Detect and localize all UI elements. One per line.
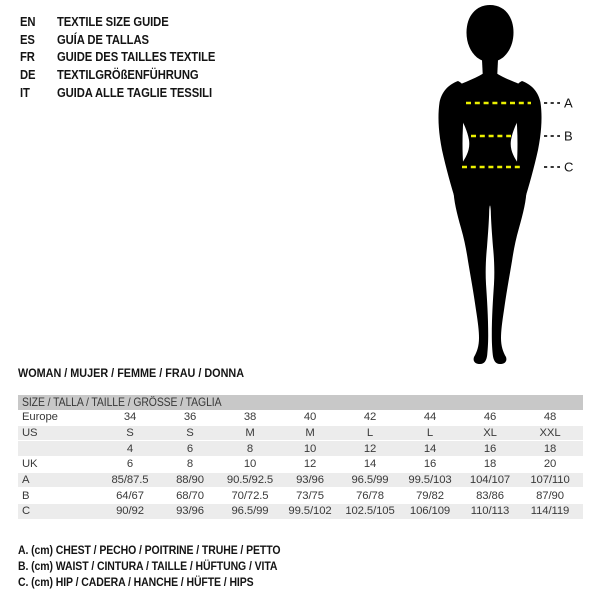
size-cell: 110/113 xyxy=(470,505,510,518)
size-cell: 96.5/99 xyxy=(231,505,269,518)
language-guide xyxy=(20,13,215,101)
language-label: TEXTILE SIZE GUIDE xyxy=(56,14,169,30)
size-cell: L xyxy=(426,427,434,440)
table-row-chest xyxy=(18,473,583,489)
size-cell: 99.5/102 xyxy=(288,505,332,518)
size-cell: 79/82 xyxy=(416,489,444,502)
size-cell: 85/87.5 xyxy=(111,474,149,487)
measurement-legend xyxy=(18,542,280,590)
language-code: IT xyxy=(20,84,30,100)
size-cell: M xyxy=(305,427,315,440)
size-cell: 70/72.5 xyxy=(231,489,269,502)
measure-label-b: B xyxy=(564,128,573,144)
size-cell: 64/67 xyxy=(116,489,144,502)
language-row-fr xyxy=(20,48,215,66)
size-cell: 44 xyxy=(423,411,437,424)
legend-line-waist: B. (cm) WAIST / CINTURA / TAILLE / HÜFTUNG / VITA xyxy=(18,559,278,574)
size-cell: S xyxy=(186,427,194,440)
language-code: FR xyxy=(20,49,35,65)
language-row-en xyxy=(20,13,215,31)
measure-label-a: A xyxy=(564,95,573,111)
row-label: Europe xyxy=(22,411,58,424)
size-cell: 83/86 xyxy=(476,489,504,502)
legend-line-chest: A. (cm) CHEST / PECHO / POITRINE / TRUHE / PETTO xyxy=(18,543,281,558)
size-cell: 12 xyxy=(363,442,377,455)
size-cell: 96.5/99 xyxy=(351,474,389,487)
size-cell: 4 xyxy=(126,442,134,455)
size-cell: L xyxy=(366,427,374,440)
size-cell: 73/75 xyxy=(296,489,324,502)
size-cell: 40 xyxy=(303,411,317,424)
language-code: ES xyxy=(20,31,35,47)
size-cell: 14 xyxy=(423,442,437,455)
table-header xyxy=(18,395,583,410)
legend-line-hip: C. (cm) HIP / CADERA / HANCHE / HÜFTE / HIPS xyxy=(18,575,254,590)
size-cell: 90/92 xyxy=(116,505,144,518)
size-cell: 114/119 xyxy=(530,505,570,518)
size-cell: 8 xyxy=(246,442,254,455)
size-cell: 48 xyxy=(543,411,557,424)
size-cell: 10 xyxy=(303,442,317,455)
size-cell: XL xyxy=(483,427,497,440)
row-label: UK xyxy=(22,458,38,471)
language-label: GUÍA DE TALLAS xyxy=(56,31,149,47)
size-cell: 16 xyxy=(483,442,497,455)
table-row-us-numeric xyxy=(18,441,583,457)
row-label: C xyxy=(22,505,31,518)
size-cell: 87/90 xyxy=(536,489,564,502)
size-cell: 14 xyxy=(363,458,377,471)
size-cell: M xyxy=(245,427,255,440)
size-cell: 36 xyxy=(183,411,197,424)
size-cell: 10 xyxy=(243,458,257,471)
language-label: GUIDE DES TAILLES TEXTILE xyxy=(56,49,216,65)
table-row-waist xyxy=(18,488,583,504)
size-cell: 104/107 xyxy=(469,474,511,487)
measurement-figure xyxy=(400,0,580,370)
size-cell: 107/110 xyxy=(530,474,570,487)
size-cell: 8 xyxy=(186,458,194,471)
row-label: A xyxy=(22,474,30,487)
size-cell: 16 xyxy=(423,458,437,471)
size-cell: 38 xyxy=(243,411,257,424)
language-code: EN xyxy=(20,14,36,30)
size-cell: 102.5/105 xyxy=(345,505,395,518)
size-cell: 93/96 xyxy=(296,474,324,487)
size-cell: 88/90 xyxy=(176,474,204,487)
size-cell: 90.5/92.5 xyxy=(226,474,274,487)
size-cell: 93/96 xyxy=(176,505,204,518)
size-cell: 6 xyxy=(126,458,134,471)
row-label xyxy=(18,441,100,456)
size-cell: 99.5/103 xyxy=(408,474,452,487)
size-cell: 6 xyxy=(186,442,194,455)
size-cell: 34 xyxy=(123,411,137,424)
size-cell: 46 xyxy=(483,411,497,424)
size-cell: 18 xyxy=(483,458,497,471)
woman-silhouette-svg xyxy=(400,0,580,370)
language-code: DE xyxy=(20,67,36,83)
size-cell: XXL xyxy=(539,427,561,440)
section-title: WOMAN / MUJER / FEMME / FRAU / DONNA xyxy=(18,366,245,380)
table-row-us xyxy=(18,426,583,442)
size-cell: 18 xyxy=(543,442,557,455)
size-cell: S xyxy=(126,427,134,440)
row-label: US xyxy=(22,427,38,440)
table-row-hip xyxy=(18,504,583,520)
language-label: TEXTILGRÖßENFÜHRUNG xyxy=(56,67,199,83)
measure-label-c: C xyxy=(564,159,574,175)
size-cell: 42 xyxy=(363,411,377,424)
language-label: GUIDA ALLE TAGLIE TESSILI xyxy=(56,84,213,100)
language-row-es xyxy=(20,31,215,49)
size-cell: 106/109 xyxy=(409,505,451,518)
table-header-label: SIZE / TALLA / TAILLE / GRÖSSE / TAGLIA xyxy=(22,396,222,409)
size-cell: 20 xyxy=(543,458,557,471)
language-row-it xyxy=(20,83,215,101)
size-table xyxy=(18,395,583,520)
table-row-uk xyxy=(18,457,583,473)
language-row-de xyxy=(20,66,215,84)
row-label: B xyxy=(22,489,30,502)
table-row-europe xyxy=(18,410,583,426)
size-cell: 12 xyxy=(303,458,317,471)
size-cell: 76/78 xyxy=(356,489,384,502)
size-cell: 68/70 xyxy=(176,489,204,502)
